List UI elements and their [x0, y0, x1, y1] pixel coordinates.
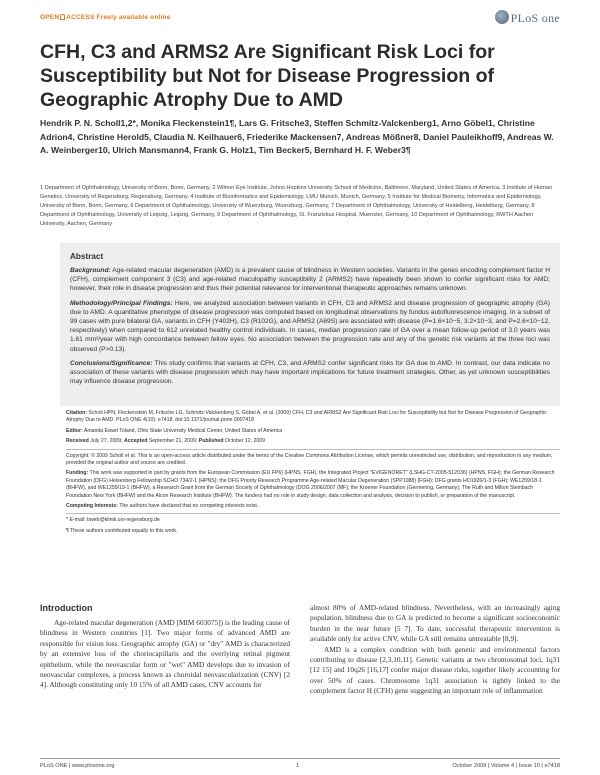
page-number: 1	[296, 763, 300, 769]
intro-paragraph-3: AMD is a complex condition with both genetic and environmental factors contributing to disease [2,3,10,11]. Genetic variants at two chromosomal loci, 1q31 [12 15] and 10q26 [16,17] confer major disease risks, together likely accounting for over 50% of cases. Chromosome 1q31 association is tightly linked to the complement factor H (CFH) gene suggesting an important role of inflammation	[310, 644, 560, 696]
footer-journal: PLoS ONE | www.plosone.org	[40, 763, 115, 769]
abstract-background: Background: Age-related macular degeneration (AMD) is a prevalent cause of blindness in Western societies. Variants in the genes encoding complement factor H (CFH), complement component 3 (C3) and age-related maculopathy susceptibility 2 (ARMS2) have repeatedly been shown to confer significant risks for AMD; however, their role in disease progression and thus their potential relevance for interventional therapeutic approaches remains unknown.	[70, 267, 551, 293]
abstract-box	[60, 243, 560, 406]
plos-one-logo: PLoS one	[495, 10, 560, 26]
intro-paragraph-2: almost 80% of AMD-related blindness. Nevertheless, with an increasingly aging population, blindness due to GA is predicted to become a significant socioeconomic burden in the near future [5 7]. To date, successful therapeutic intervention is available only for active CNV, while GA still remains untreatable [8,9].	[310, 603, 560, 644]
competing-interests: Competing Interests: The authors have declared that no competing interests exist.	[66, 503, 259, 510]
editor: Editor: Amanda Ewart Toland, Ohio State University Medical Center, United States of America	[66, 427, 283, 434]
divider	[66, 449, 560, 450]
open-access-badge: OPEN ACCESS Freely available online	[40, 14, 171, 21]
open-access-lock-icon	[60, 14, 65, 20]
intro-paragraph-1: Age-related macular degeneration (AMD [MIM 603075]) is the leading cause of blindness in Western countries [1]. Two major forms of advanced AMD are responsible for vision loss. Geographic atrophy (GA) or "dry" AMD is characterized by an extensive loss of the choriocapillaris and the overlying retinal pigment epithelium, while the neovascular form or "wet" AMD develops due to invasion of neovascular complexes, a process known as choroidal neovascularization (CNV) [2 4]. Although constituting only 10 15% of all AMD cases, CNV accounts for	[40, 618, 290, 690]
footer-rule	[40, 758, 560, 759]
abstract-methods: Methodology/Principal Findings: Here, we analyzed association between variants in CFH, C3 and ARMS2 and disease progression of geographic atrophy (GA) due to AMD. A quantitative phenotype of disease progression was computed based on longitudinal observations by fundus autofluorescence imaging. In a subset of 99 cases with pure bilateral GA, variants in CFH (Y402H), C3 (R102G), and ARMS2 (A69S) are associated with disease (P=1.6×10−5, 3.2×10−3, and P=2.6×10−12, respectively) when compared to 612 unrelated healthy control individuals. In cases, median progression rate of GA over a mean follow-up period of 3.0 years was 1.61 mm²/year with high concordance between fellow eyes. No association between the progression rate and any of the genetic risk variants at the three loci was observed (P>0.13).	[70, 299, 550, 353]
equal-contribution-note: ¶ These authors contributed equally to this work.	[66, 527, 178, 534]
intro-left-column	[40, 603, 290, 691]
author-list: Hendrik P. N. Scholl1,2*, Monika Fleckenstein1¶, Lars G. Fritsche3, Steffen Schmitz-Valckenberg1, Arno Göbel1, Christine Adrion4, Christine Herold5, Claudia N. Keilhauer6, Friederike Mackensen7, Andreas Mößner8, Daniel Pauleikhoff9, Andreas W. A. Weinberger10, Ulrich Mansmann4, Frank G. Holz1, Tim Becker5, Bernhard H. F. Weber3¶	[40, 118, 554, 155]
citation: Citation: Scholl HPN, Fleckenstein M, Fritsche LG, Schmitz-Valckenberg S, Göbel A, et al. (2009) CFH, C3 and ARMS2 Are Significant Risk Loci for Susceptibility but Not for Disease Progression of Geographic Atrophy Due to AMD. PLoS ONE 4(10): e7418. doi:10.1371/journal.pone.0007418	[66, 410, 547, 424]
abstract-conclusions: Conclusions/Significance: This study confirms that variants at CFH, C3, and ARMS2 confer significant risks for GA due to AMD. In contrast, our data indicate no association of these variants with disease progression which may have important implications for future treatment strategies. Other, as yet unknown susceptibilities may influence disease progression.	[70, 359, 550, 386]
footer-issue: October 2009 | Volume 4 | Issue 10 | e7418	[452, 763, 560, 769]
article-title: CFH, C3 and ARMS2 Are Significant Risk Loci for Susceptibility but Not for Disease Progression of Geographic Atrophy Due to AMD	[40, 41, 495, 111]
journal-header	[40, 10, 560, 32]
page-footer	[40, 763, 560, 773]
corresponding-email[interactable]: * E-mail: bweb@klinik.uni-regensburg.de	[66, 517, 160, 524]
abstract-heading: Abstract	[70, 252, 104, 261]
intro-heading: Introduction	[40, 603, 93, 613]
intro-right-column	[310, 603, 560, 697]
divider	[66, 513, 560, 514]
dates: Received July 27, 2009; Accepted September 21, 2009; Published October 12, 2009	[66, 438, 266, 445]
plos-logo-icon	[495, 10, 509, 24]
article-metadata	[66, 410, 560, 538]
copyright: Copyright: © 2009 Scholl et al. This is an open-access article distributed under the terms of the Creative Commons Attribution License, which permits unrestricted use, distribution, and reproduction in any medium, provided the original author and source are credited.	[66, 452, 553, 467]
affiliations: 1 Department of Ophthalmology, University of Bonn, Bonn, Germany, 2 Wilmer Eye Institute, Johns Hopkins University School of Medicine, Baltimore, Maryland, United States of America, 3 Institute of Human Genetics, University of Regensburg, Regensburg, Germany, 4 Institute of Bioinformatics and Epidemiology, LMU Munich, Munich, Germany, 5 Institute for Medical Biometry, Informatics and Epidemiology, University of Bonn, Bonn, Germany, 6 Department of Ophthalmology, University of Wuerzburg, Wuerzburg, Germany, 7 Department of Ophthalmology, University of Heidelberg, Heidelberg, Germany, 8 Department of Ophthalmology, University of Leipzig, Leipzig, Germany, 9 Department of Ophthalmology, St. Franziskus Hospital, Muenster, Germany, 10 Department of Ophthalmology, RWTH Aachen University, Aachen, Germany	[40, 185, 553, 228]
funding: Funding: This work was supported in part by grants from the European Commission (EU FP6) (HPNS, FGH), the Integrated Project "EVIGENORET" (LSHG-CT-2005-512036) (HPNS, FGH); the German Research Foundation (DFG) Heisenberg Fellowship SCHO 734/2-1 (HPNS); the DFG Priority Research Programme Age-related Macular Degeneration (SPP1088) (FGH); DFG grants HO1926/1-3 (FGH); WE1259/18-1 (BHFW), and WE1259/19-1 (BHFW), a Research Grant from the German Society of Ophthalmology (DOG 2006/2007 (MF); the Kroener Foundation (Germering, Germany); The Ruth and Milton Steinbach Foundation New York (BHFW) and the Alcon Research Institute (BHFW). The funders had no role in study design, data collection and analysis, decision to publish, or preparation of the manuscript.	[66, 470, 555, 499]
